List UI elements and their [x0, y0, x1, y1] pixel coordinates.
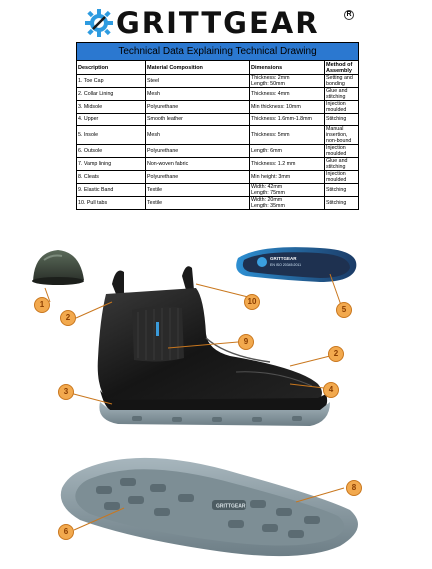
cell-dimensions: Min thickness: 10mm — [250, 101, 325, 114]
cell-material: Textile — [146, 183, 250, 196]
callout-cleats: 8 — [346, 480, 362, 496]
cell-dimensions: Width: 42mm Length: 75mm — [250, 183, 325, 196]
cell-description: 10. Pull tabs — [77, 196, 146, 209]
technical-data-table — [76, 42, 359, 210]
cell-description: 7. Vamp lining — [77, 157, 146, 170]
cell-dimensions: Thickness: 2mm Length: 50mm — [250, 75, 325, 88]
cell-assembly: Setting and bonding — [325, 75, 359, 88]
cell-dimensions: Thickness: 1.6mm-1.8mm — [250, 114, 325, 126]
cell-assembly: Stitching — [325, 183, 359, 196]
table-body — [77, 75, 359, 210]
col-header-assembly: Method of Assembly — [325, 61, 359, 75]
cell-material: Mesh — [146, 125, 250, 144]
cell-assembly: Stitching — [325, 114, 359, 126]
cell-assembly: Glue and stitching — [325, 157, 359, 170]
table-row — [77, 144, 359, 157]
cell-dimensions: Thickness: 4mm — [250, 88, 325, 101]
callout-elastic-band: 9 — [238, 334, 254, 350]
col-header-material: Material Composition — [146, 61, 250, 75]
table-row — [77, 170, 359, 183]
cell-assembly: Injection moulded — [325, 101, 359, 114]
toe-cap-illustration — [32, 250, 84, 285]
cell-dimensions: Length: 6mm — [250, 144, 325, 157]
cell-material: Polyurethane — [146, 101, 250, 114]
outsole-brand-text: GRITTGEAR — [216, 503, 246, 510]
table-row — [77, 183, 359, 196]
brand-header — [84, 6, 374, 40]
cell-material: Steel — [146, 75, 250, 88]
callout-collar-lining: 2 — [60, 310, 76, 326]
callout-toe-cap: 1 — [34, 297, 50, 313]
cell-assembly: Manual insertion, non-bound — [325, 125, 359, 144]
col-header-description: Description — [77, 61, 146, 75]
cell-material: Non-woven fabric — [146, 157, 250, 170]
cell-material: Polyurethane — [146, 170, 250, 183]
cell-description: 9. Elastic Band — [77, 183, 146, 196]
boot-technical-drawing — [0, 238, 432, 569]
registered-mark: R — [344, 10, 354, 20]
cell-dimensions: Min height: 3mm — [250, 170, 325, 183]
cell-description: 1. Toe Cap — [77, 75, 146, 88]
table-row — [77, 101, 359, 114]
cell-description: 6. Outsole — [77, 144, 146, 157]
table-row — [77, 88, 359, 101]
cell-description: 3. Midsole — [77, 101, 146, 114]
col-header-dimensions: Dimensions — [250, 61, 325, 75]
cell-dimensions: Width: 20mm Length: 35mm — [250, 196, 325, 209]
table-row — [77, 196, 359, 209]
callout-upper: 4 — [323, 382, 339, 398]
table-title: Technical Data Explaining Technical Drawing — [77, 43, 359, 61]
gear-logo-icon — [84, 8, 114, 38]
callout-vamp-lining: 2 — [328, 346, 344, 362]
cell-material: Polyurethane — [146, 144, 250, 157]
table-row — [77, 114, 359, 126]
callout-pull-tab: 10 — [244, 294, 260, 310]
outsole-bottom-illustration — [61, 458, 358, 556]
table-row — [77, 157, 359, 170]
cell-assembly: Stitching — [325, 196, 359, 209]
cell-material: Smooth leather — [146, 114, 250, 126]
callout-midsole: 3 — [58, 384, 74, 400]
cell-description: 8. Cleats — [77, 170, 146, 183]
table-header-row — [77, 61, 359, 75]
callout-outsole: 6 — [58, 524, 74, 540]
insole-brand-text: GRITTGEAR — [270, 256, 297, 261]
insole-illustration — [236, 247, 356, 282]
cell-material: Textile — [146, 196, 250, 209]
table-row — [77, 125, 359, 144]
chelsea-boot-illustration — [98, 266, 330, 426]
callout-insole: 5 — [336, 302, 352, 318]
brand-name: GRITTGEAR — [116, 6, 320, 40]
insole-marks-text: EN ISO 20345:2011 — [270, 263, 302, 267]
cell-material: Mesh — [146, 88, 250, 101]
cell-assembly: Injection moulded — [325, 170, 359, 183]
cell-assembly: Injection moulded — [325, 144, 359, 157]
table-row — [77, 75, 359, 88]
cell-assembly: Glue and stitching — [325, 88, 359, 101]
cell-description: 4. Upper — [77, 114, 146, 126]
cell-description: 5. Insole — [77, 125, 146, 144]
cell-description: 2. Collar Lining — [77, 88, 146, 101]
cell-dimensions: Thickness: 1.2 mm — [250, 157, 325, 170]
cell-dimensions: Thickness: 5mm — [250, 125, 325, 144]
